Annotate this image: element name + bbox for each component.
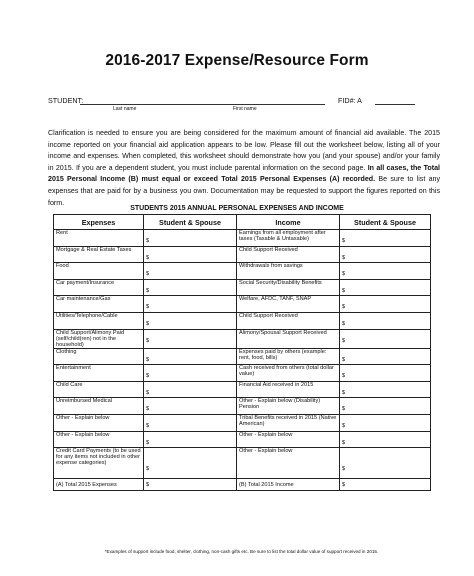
header-student-spouse-1: Student & Spouse bbox=[144, 215, 237, 230]
expense-label: Child Care bbox=[54, 381, 144, 398]
expense-label: Child Support/Alimony Paid (self/child(ren) not in the household) bbox=[54, 329, 144, 348]
income-amount-field[interactable] bbox=[340, 329, 431, 348]
income-label: Other - Explain below bbox=[237, 431, 340, 448]
table-row bbox=[54, 431, 431, 448]
income-label: Tribal Benefits received in 2015 (Native American) bbox=[237, 414, 340, 431]
table-row bbox=[54, 381, 431, 398]
expense-amount-field[interactable] bbox=[144, 348, 237, 365]
expense-amount-field[interactable] bbox=[144, 398, 237, 415]
total-income-label: (B) Total 2015 Income bbox=[237, 479, 340, 491]
dollar-sign: $ bbox=[342, 389, 346, 396]
table-row bbox=[54, 448, 431, 479]
dollar-sign: $ bbox=[146, 422, 150, 429]
dollar-sign: $ bbox=[146, 271, 150, 278]
totals-row bbox=[54, 479, 431, 491]
student-label: STUDENT: bbox=[48, 96, 84, 105]
expense-label: Credit Card Payments (to be used for any items not included in other expense categories) bbox=[54, 448, 144, 479]
income-amount-field[interactable] bbox=[340, 246, 431, 263]
instructions-text-2: Be sure to list any expenses that are paid for by a business you own. Documentation may be requested to support the figures reported on this form. bbox=[48, 175, 441, 207]
total-income-field[interactable] bbox=[340, 479, 431, 491]
table-row bbox=[54, 312, 431, 329]
dollar-sign: $ bbox=[146, 304, 150, 311]
table-row bbox=[54, 246, 431, 263]
dollar-sign: $ bbox=[146, 439, 150, 446]
table-row bbox=[54, 296, 431, 313]
dollar-sign: $ bbox=[342, 356, 346, 363]
expense-amount-field[interactable] bbox=[144, 230, 237, 247]
student-name-field[interactable] bbox=[80, 104, 325, 105]
table-row bbox=[54, 230, 431, 247]
fid-label: FID#: A bbox=[338, 96, 362, 105]
income-label: Withdrawals from savings bbox=[237, 263, 340, 280]
dollar-sign: $ bbox=[146, 254, 150, 261]
expense-label: Unreimbursed Medical bbox=[54, 398, 144, 415]
header-income: Income bbox=[237, 215, 340, 230]
expense-amount-field[interactable] bbox=[144, 279, 237, 296]
income-amount-field[interactable] bbox=[340, 381, 431, 398]
table-row bbox=[54, 279, 431, 296]
income-label: Child Support Received bbox=[237, 312, 340, 329]
dollar-sign: $ bbox=[342, 422, 346, 429]
header-expenses: Expenses bbox=[54, 215, 144, 230]
table-title: STUDENTS 2015 ANNUAL PERSONAL EXPENSES AND INCOME bbox=[130, 205, 344, 212]
dollar-sign: $ bbox=[146, 481, 150, 488]
income-amount-field[interactable] bbox=[340, 279, 431, 296]
dollar-sign: $ bbox=[146, 238, 150, 244]
dollar-sign: $ bbox=[146, 389, 150, 396]
income-amount-field[interactable] bbox=[340, 312, 431, 329]
table-body bbox=[54, 230, 431, 448]
income-amount-field[interactable] bbox=[340, 431, 431, 448]
expense-amount-field[interactable] bbox=[144, 263, 237, 280]
expense-amount-field[interactable] bbox=[144, 414, 237, 431]
income-amount-field[interactable] bbox=[340, 414, 431, 431]
expense-label: Food bbox=[54, 263, 144, 280]
dollar-sign: $ bbox=[342, 287, 346, 294]
expense-amount-field[interactable] bbox=[144, 312, 237, 329]
expense-label: Clothing bbox=[54, 348, 144, 365]
dollar-sign: $ bbox=[146, 406, 150, 413]
form-title: 2016-2017 Expense/Resource Form bbox=[105, 52, 369, 69]
expense-amount-field[interactable] bbox=[144, 296, 237, 313]
dollar-sign: $ bbox=[342, 466, 346, 473]
expense-amount-field[interactable] bbox=[144, 329, 237, 348]
income-label: Alimony/Spousal Support Received bbox=[237, 329, 340, 348]
total-expenses-field[interactable] bbox=[144, 479, 237, 491]
income-amount-field[interactable] bbox=[340, 230, 431, 247]
dollar-sign: $ bbox=[146, 320, 150, 327]
table-row bbox=[54, 414, 431, 431]
income-label: Earnings from all employment after taxes (Taxable & Untaxable) bbox=[237, 230, 340, 247]
footnote: *Examples of support include food, shelter, clothing, non-cash gifts etc. Be sure to list the total dollar value of support received in 2015. bbox=[104, 549, 379, 554]
expense-label: Other - Explain below bbox=[54, 414, 144, 431]
first-name-label: First name bbox=[233, 106, 257, 112]
income-label: Cash received from others (total dollar value) bbox=[237, 365, 340, 382]
dollar-sign: $ bbox=[146, 337, 150, 344]
expense-label: Utilities/Telephone/Cable bbox=[54, 312, 144, 329]
income-amount-field[interactable] bbox=[340, 448, 431, 479]
instructions-text-1: Clarification is needed to ensure you are being considered for the maximum amount of financial aid available. The 2015 income reported on your financial aid application appears to be low. Please fill out the worksheet below, listing all of your income and expenses. When completed, this worksheet should demonstrate how you (and your spouse) and/or your family in 2015. If you are a dependent student, you must include parental information on the second page. bbox=[48, 129, 440, 172]
expense-amount-field[interactable] bbox=[144, 381, 237, 398]
income-amount-field[interactable] bbox=[340, 365, 431, 382]
expense-income-table bbox=[53, 214, 431, 491]
instructions-bold-text: In all cases, the Total 2015 Personal Income (B) must equal or exceed Total 2015 Personal Expenses (A) recorded. bbox=[48, 163, 440, 184]
income-amount-field[interactable] bbox=[340, 263, 431, 280]
fid-field[interactable] bbox=[375, 104, 415, 105]
expense-amount-field[interactable] bbox=[144, 448, 237, 479]
expense-label: Entertainment bbox=[54, 365, 144, 382]
income-label: Child Support Received bbox=[237, 246, 340, 263]
expense-label: Car maintenance/Gas bbox=[54, 296, 144, 313]
dollar-sign: $ bbox=[146, 466, 150, 473]
dollar-sign: $ bbox=[342, 320, 346, 327]
dollar-sign: $ bbox=[342, 254, 346, 261]
table-row bbox=[54, 365, 431, 382]
table-row bbox=[54, 348, 431, 365]
income-label: Social Security/Disability Benefits bbox=[237, 279, 340, 296]
table-row bbox=[54, 398, 431, 415]
table-row bbox=[54, 263, 431, 280]
expense-label: Rent bbox=[54, 230, 144, 247]
table-row bbox=[54, 329, 431, 348]
income-label: Other - Explain below bbox=[237, 448, 340, 479]
expense-amount-field[interactable] bbox=[144, 365, 237, 382]
dollar-sign: $ bbox=[342, 439, 346, 446]
income-amount-field[interactable] bbox=[340, 348, 431, 365]
dollar-sign: $ bbox=[342, 304, 346, 311]
dollar-sign: $ bbox=[342, 481, 346, 488]
expense-amount-field[interactable] bbox=[144, 246, 237, 263]
dollar-sign: $ bbox=[146, 287, 150, 294]
expense-amount-field[interactable] bbox=[144, 431, 237, 448]
dollar-sign: $ bbox=[146, 356, 150, 363]
income-amount-field[interactable] bbox=[340, 398, 431, 415]
expense-label: Mortgage & Real Estate Taxes bbox=[54, 246, 144, 263]
dollar-sign: $ bbox=[342, 406, 346, 413]
income-label: Welfare, AFDC, TANF, SNAP bbox=[237, 296, 340, 313]
dollar-sign: $ bbox=[342, 238, 346, 244]
total-expenses-label: (A) Total 2015 Expenses bbox=[54, 479, 144, 491]
income-amount-field[interactable] bbox=[340, 296, 431, 313]
income-label: Expenses paid by others (example: rent, food, bills) bbox=[237, 348, 340, 365]
dollar-sign: $ bbox=[342, 271, 346, 278]
dollar-sign: $ bbox=[342, 337, 346, 344]
expense-label: Car payment/Insurance bbox=[54, 279, 144, 296]
dollar-sign: $ bbox=[146, 373, 150, 380]
expense-label: Other - Explain below bbox=[54, 431, 144, 448]
income-label: Other - Explain below (Disability) Pension bbox=[237, 398, 340, 415]
instructions-paragraph bbox=[48, 128, 440, 209]
income-label: Financial Aid received in 2015 bbox=[237, 381, 340, 398]
dollar-sign: $ bbox=[342, 373, 346, 380]
last-name-label: Last name bbox=[113, 106, 137, 112]
header-student-spouse-2: Student & Spouse bbox=[340, 215, 431, 230]
